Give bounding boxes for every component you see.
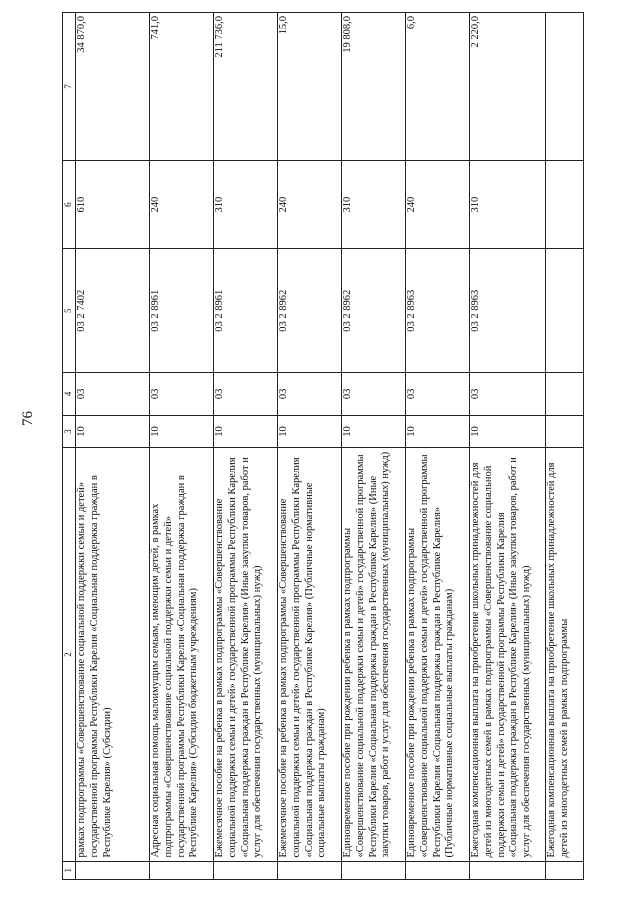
section-code: 10: [278, 415, 342, 448]
row-index-cell: [342, 861, 406, 879]
subsection-code: 03: [406, 373, 470, 415]
subsection-code: 03: [278, 373, 342, 415]
subsection-code: 03: [150, 373, 214, 415]
expense-type-code: 310: [342, 160, 406, 248]
row-index-cell: [406, 861, 470, 879]
amount: 741,0: [150, 13, 214, 161]
table-row: [342, 13, 406, 880]
table-row: [150, 13, 214, 880]
column-header: 4: [63, 373, 76, 415]
expense-type-code: 310: [214, 160, 278, 248]
column-header: 7: [63, 13, 76, 161]
expense-name: Ежегодная компенсационная выплата на приобретение школьных принадлежностей для детей из многодетных семей в рамках подпрограммы: [546, 448, 584, 861]
table-row: [214, 13, 278, 880]
amount: 6,0: [406, 13, 470, 161]
section-code: 10: [470, 415, 546, 448]
table-row: [406, 13, 470, 880]
amount: 211 736,0: [214, 13, 278, 161]
row-index-cell: [546, 861, 584, 879]
target-item-code: 03 2 8963: [406, 249, 470, 373]
expense-type-code: 610: [76, 160, 150, 248]
row-index-cell: [278, 861, 342, 879]
target-item-code: 03 2 8962: [342, 249, 406, 373]
subsection-code: [546, 373, 584, 415]
row-index-cell: [76, 861, 150, 879]
subsection-code: 03: [342, 373, 406, 415]
expense-type-code: 310: [470, 160, 546, 248]
row-index-cell: [150, 861, 214, 879]
table-row: [278, 13, 342, 880]
expense-type-code: 240: [150, 160, 214, 248]
row-index-cell: [214, 861, 278, 879]
target-item-code: 03 2 8963: [470, 249, 546, 373]
expense-name: Ежемесячное пособие на ребенка в рамках подпрограммы «Совершенствование социальной поддержки семьи и детей» государственной программы Республики Карелия «Социальная поддержка граждан в Республике Карелия» (Иные закупки товаров, работ и услуг для обеспечения государственных (муниципальных) нужд): [214, 448, 278, 861]
column-header: 2: [63, 448, 76, 861]
expense-name: Единовременное пособие при рождении ребенка в рамках подпрограммы «Совершенствование социальной поддержки семьи и детей» государственной программы Республики Карелия «Социальная поддержка граждан в Республике Карелия» (Публичные нормативные социальные выплаты гражданам): [406, 448, 470, 861]
amount: 15,0: [278, 13, 342, 161]
header-row: [63, 13, 76, 880]
table-row: [470, 13, 546, 880]
subsection-code: 03: [214, 373, 278, 415]
expense-type-code: 240: [278, 160, 342, 248]
section-code: 10: [342, 415, 406, 448]
section-code: 10: [214, 415, 278, 448]
column-header: 6: [63, 160, 76, 248]
column-header: 1: [63, 861, 76, 879]
row-index-cell: [470, 861, 546, 879]
expense-name: Единовременное пособие при рождении ребенка в рамках подпрограммы «Совершенствование социальной поддержки семьи и детей» государственной программы Республики Карелия «Социальная поддержка граждан в Республике Карелия» (Иные закупки товаров, работ и услуг для обеспечения государственных (муниципальных) нужд): [342, 448, 406, 861]
target-item-code: 03 2 8962: [278, 249, 342, 373]
amount: [546, 13, 584, 161]
section-code: 10: [150, 415, 214, 448]
section-code: 10: [406, 415, 470, 448]
section-code: [546, 415, 584, 448]
table-row: [76, 13, 150, 880]
section-code: 10: [76, 415, 150, 448]
expense-type-code: [546, 160, 584, 248]
rotated-page: [62, 12, 582, 880]
column-header: 3: [63, 415, 76, 448]
expense-name: Ежегодная компенсационная выплата на приобретение школьных принадлежностей для детей из многодетных семей в рамках подпрограммы «Совершенствование социальной поддержки семьи и детей» государственной программы Республики Карелия «Социальная поддержка граждан в Республике Карелия» (Иные закупки товаров, работ и услуг для обеспечения государственных (муниципальных) нужд): [470, 448, 546, 861]
budget-table: [62, 12, 584, 880]
subsection-code: 03: [470, 373, 546, 415]
amount: 34 870,0: [76, 13, 150, 161]
amount: 2 220,0: [470, 13, 546, 161]
target-item-code: 03 2 8961: [214, 249, 278, 373]
expense-name: Ежемесячное пособие на ребенка в рамках подпрограммы «Совершенствование социальной поддержки семьи и детей» государственной программы Республики Карелия «Социальная поддержка граждан в Республике Карелия» (Публичные нормативные социальные выплаты гражданам): [278, 448, 342, 861]
table-row: [546, 13, 584, 880]
target-item-code: [546, 249, 584, 373]
page-number: 76: [20, 411, 36, 426]
amount: 19 808,0: [342, 13, 406, 161]
subsection-code: 03: [76, 373, 150, 415]
column-header: 5: [63, 249, 76, 373]
target-item-code: 03 2 7402: [76, 249, 150, 373]
expense-type-code: 240: [406, 160, 470, 248]
expense-name: Адресная социальная помощь малоимущим семьям, имеющим детей, в рамках подпрограммы «Совершенствование социальной поддержки семьи и детей» государственной программы Республики Карелия «Социальная поддержка граждан в Республике Карелия» (Субсидии бюджетным учреждениям): [150, 448, 214, 861]
target-item-code: 03 2 8961: [150, 249, 214, 373]
expense-name: рамках подпрограммы «Совершенствование социальной поддержки семьи и детей» государственной программы Республики Карелия «Социальная поддержка граждан в Республике Карелия» (Субсидии): [76, 448, 150, 861]
